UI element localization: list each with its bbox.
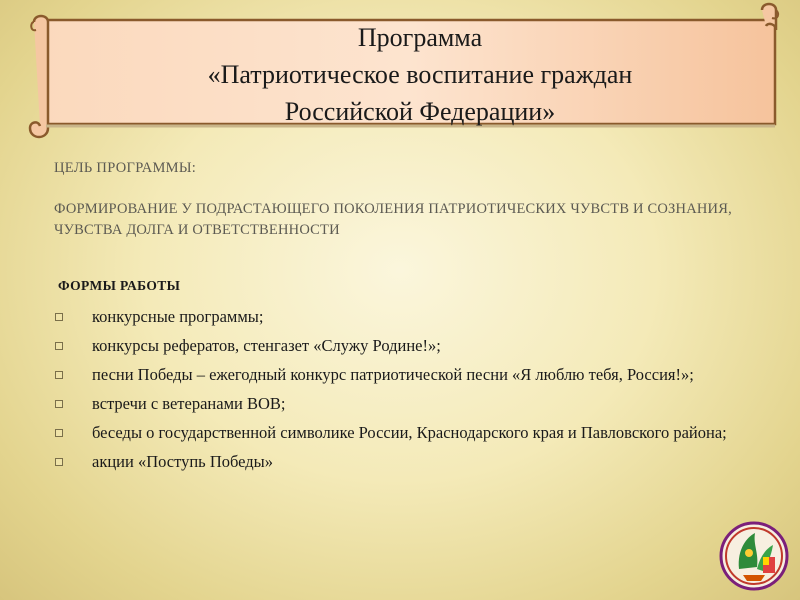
forms-list (52, 306, 742, 480)
list-item (52, 393, 742, 414)
goal-heading: ЦЕЛЬ ПРОГРАММЫ: (54, 160, 197, 176)
list-item (52, 306, 742, 327)
list-item-text: конкурсы рефератов, стенгазет «Служу Родине!»; (92, 336, 441, 355)
list-item-text: песни Победы – ежегодный конкурс патриотической песни «Я люблю тебя, Россия!»; (92, 365, 694, 384)
list-item-text: встречи с ветеранами ВОВ; (92, 394, 286, 413)
title-line-3: Российской Федерации» (284, 97, 556, 126)
title-line-1: Программа (357, 23, 483, 52)
goal-text: ФОРМИРОВАНИЕ У ПОДРАСТАЮЩЕГО ПОКОЛЕНИЯ ПАТРИОТИЧЕСКИХ ЧУВСТВ И СОЗНАНИЯ, ЧУВСТВА ДОЛГА И ОТВЕТСТВЕННОСТИ (54, 201, 732, 238)
list-item-text: акции «Поступь Победы» (92, 452, 274, 471)
list-item (52, 422, 742, 443)
list-item-text: беседы о государственной символике России, Краснодарского края и Павловского района; (92, 423, 727, 442)
slide-title (100, 19, 740, 130)
title-line-2: «Патриотическое воспитание граждан (207, 60, 633, 89)
square-bullet-icon (55, 371, 63, 379)
square-bullet-icon (55, 429, 63, 437)
square-bullet-icon (55, 458, 63, 466)
square-bullet-icon (55, 342, 63, 350)
list-item (52, 364, 742, 385)
forms-heading: ФОРМЫ РАБОТЫ (58, 278, 181, 293)
list-item (52, 451, 742, 472)
list-item-text: конкурсные программы; (92, 307, 264, 326)
list-item (52, 335, 742, 356)
square-bullet-icon (55, 313, 63, 321)
square-bullet-icon (55, 400, 63, 408)
school-emblem-icon (719, 519, 789, 593)
